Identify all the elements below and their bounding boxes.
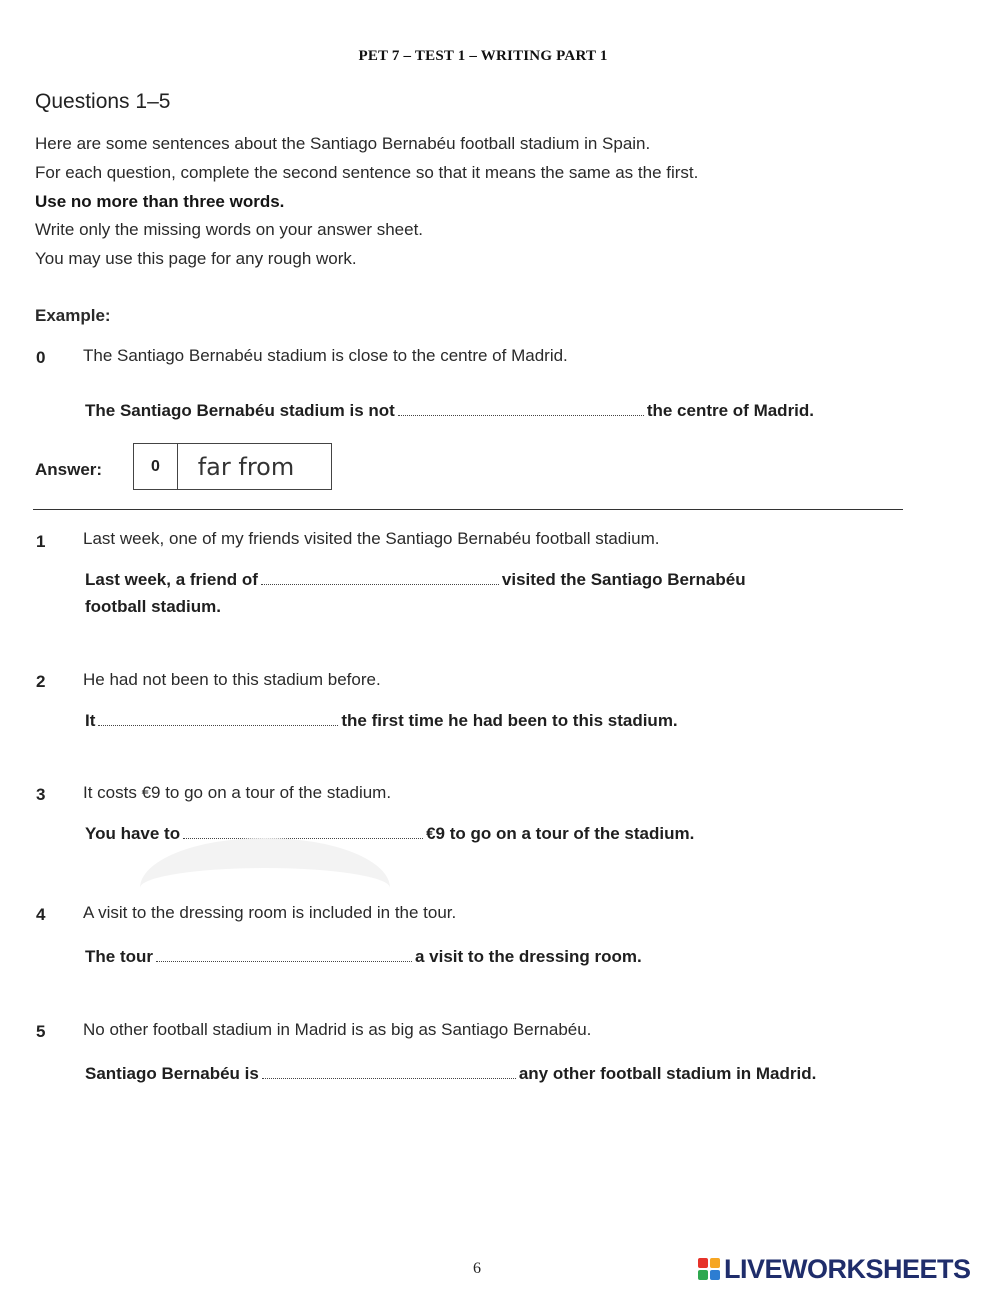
answer-box-number: 0 [134,444,178,489]
question-number: 5 [36,1022,46,1041]
question-sentence: No other football stadium in Madrid is as big as Santiago Bernabéu. [83,1020,592,1039]
watermark-shape [140,838,390,938]
question-rewrite [85,1060,816,1087]
question-rewrite-before: You have to [85,824,181,843]
question-rewrite-after: a visit to the dressing room. [415,947,642,966]
instruction-line-emphasis: Use no more than three words. [35,192,285,211]
question-rewrite-continuation: football stadium. [85,597,221,616]
question-number: 3 [36,785,46,804]
question-rewrite-before: Last week, a friend of [85,570,258,589]
brand-logo[interactable] [698,1254,971,1284]
answer-box-text: far from [197,452,295,481]
question-sentence: A visit to the dressing room is included in the tour. [83,903,457,922]
answer-box [133,443,332,490]
answer-blank-4[interactable] [156,959,412,962]
question-sentence: It costs €9 to go on a tour of the stadium. [83,783,392,802]
answer-blank-2[interactable] [98,723,338,726]
instruction-line: You may use this page for any rough work. [35,249,357,268]
question-rewrite [85,566,746,620]
answer-label: Answer: [35,460,103,479]
separator-line [33,509,903,510]
example-sentence: The Santiago Bernabéu stadium is close to the centre of Madrid. [83,346,568,365]
question-sentence: He had not been to this stadium before. [83,670,381,689]
instruction-line: Here are some sentences about the Santiago Bernabéu football stadium in Spain. [35,134,651,153]
question-number: 1 [36,532,46,551]
question-rewrite-after: visited the Santiago Bernabéu [501,570,746,589]
example-number: 0 [36,348,46,367]
answer-blank-3[interactable] [183,836,423,839]
page-header-title: PET 7 – TEST 1 – WRITING PART 1 [358,48,608,64]
answer-blank-1[interactable] [261,582,499,585]
brand-text: LIVEWORKSHEETS [724,1254,971,1284]
page-number: 6 [473,1260,481,1277]
question-rewrite-before: It [85,711,96,730]
instruction-line: For each question, complete the second sentence so that it means the same as the first. [35,163,699,182]
example-rewrite-after: the centre of Madrid. [646,401,815,420]
question-rewrite-before: Santiago Bernabéu is [85,1064,259,1083]
instruction-line: Write only the missing words on your answer sheet. [35,220,424,239]
brand-grid-icon [698,1258,720,1280]
example-blank [398,413,644,416]
example-rewrite [85,397,814,424]
question-number: 4 [36,905,46,924]
section-title: Questions 1–5 [35,90,171,113]
question-rewrite-before: The tour [85,947,153,966]
question-rewrite [85,943,642,970]
question-number: 2 [36,672,46,691]
answer-blank-5[interactable] [262,1076,516,1079]
question-rewrite [85,707,678,734]
example-rewrite-before: The Santiago Bernabéu stadium is not [85,401,395,420]
question-rewrite [85,820,694,847]
question-rewrite-after: any other football stadium in Madrid. [518,1064,817,1083]
question-rewrite-after: €9 to go on a tour of the stadium. [426,824,695,843]
question-rewrite-after: the first time he had been to this stadium. [341,711,678,730]
question-sentence: Last week, one of my friends visited the Santiago Bernabéu football stadium. [83,529,660,548]
example-label: Example: [35,306,111,325]
